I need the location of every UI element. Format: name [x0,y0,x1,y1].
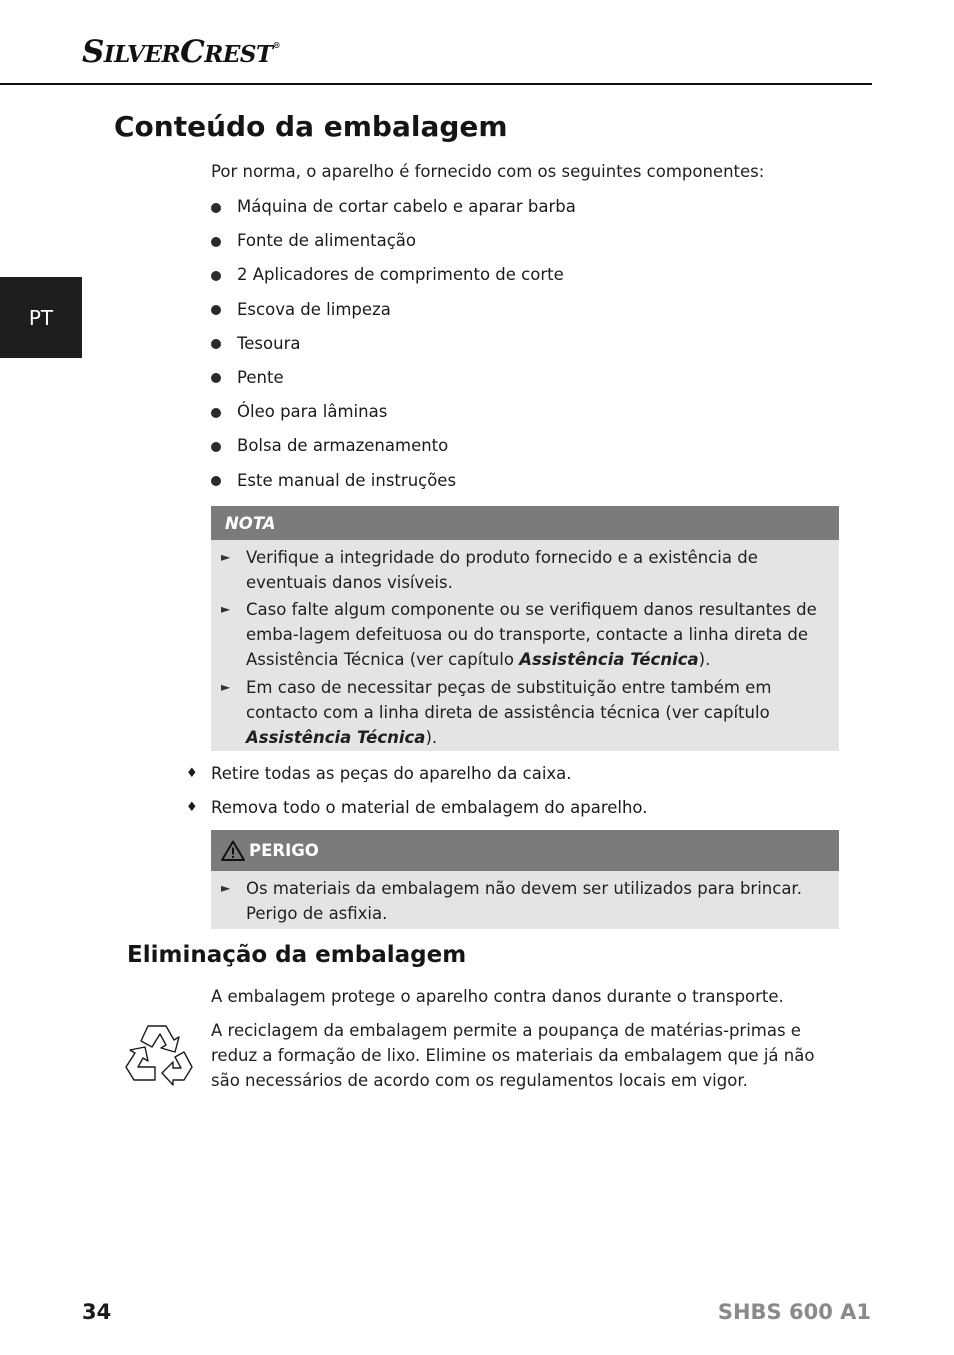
list-item: Tesoura [211,331,576,365]
arrow-right-icon: ► [221,881,231,895]
note-heading: NOTA [211,506,839,540]
arrow-right-icon: ► [221,602,231,616]
note-box [211,506,839,751]
silvercrest-logo: SILVERCREST® [82,34,281,70]
page-number: 34 [82,1300,112,1324]
diamond-icon: ♦ [186,766,198,781]
note-item: ► Verifique a integridade do produto fornecido e a existência de eventuais danos visíveis. [211,545,839,595]
disposal-paragraph-1: A embalagem protege o aparelho contra danos durante o transporte. [211,987,784,1006]
arrow-right-icon: ► [221,550,231,564]
section-title-packaging-disposal: Eliminação da embalagem [127,942,467,968]
section-title-package-contents: Conteúdo da embalagem [114,110,508,143]
danger-box [211,830,839,929]
list-item: Este manual de instruções [211,468,576,502]
note-item: ► Caso falte algum componente ou se verifiquem danos resultantes de emba-lagem defeituosa ou do transporte, contacte a linha direta de Assistência Técnica (ver capítulo Assistência Técnica). [211,597,839,672]
intro-text: Por norma, o aparelho é fornecido com os seguintes componentes: [211,162,765,181]
list-item: Bolsa de armazenamento [211,433,576,467]
language-tab: PT [0,277,82,358]
danger-item: ► Os materiais da embalagem não devem ser utilizados para brincar. Perigo de asfixia. [211,876,839,926]
note-item: ► Em caso de necessitar peças de substituição entre também em contacto com a linha direta de assistência técnica (ver capítulo Assistência Técnica). [211,675,839,750]
contents-list [211,194,576,502]
list-item: 2 Aplicadores de comprimento de corte [211,262,576,296]
list-item: Pente [211,365,576,399]
diamond-icon: ♦ [186,800,198,815]
list-item: Fonte de alimentação [211,228,576,262]
disposal-paragraph-2: A reciclagem da embalagem permite a poupança de matérias-primas e reduz a formação de lixo. Elimine os materiais da embalagem que já não são necessários de acordo com os regulamentos locais em vigor. [211,1021,815,1090]
danger-heading: PERIGO [211,830,839,871]
header-rule [0,83,872,85]
warning-triangle-icon [221,840,245,861]
model-number: SHBS 600 A1 [717,1300,871,1324]
arrow-right-icon: ► [221,680,231,694]
list-item: Escova de limpeza [211,297,576,331]
recycle-icon [124,1022,194,1088]
list-item: Óleo para lâminas [211,399,576,433]
list-item: Máquina de cortar cabelo e aparar barba [211,194,576,228]
